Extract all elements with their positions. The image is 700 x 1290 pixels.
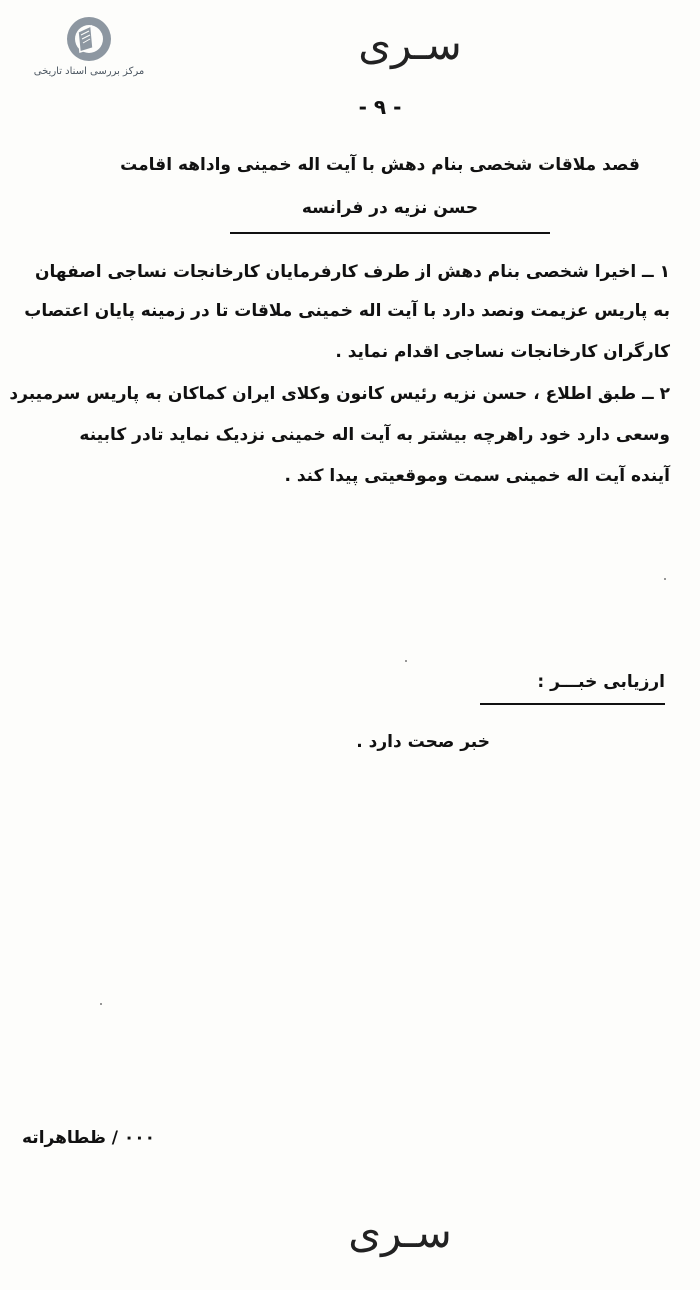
subject-underline [230, 232, 550, 234]
archive-logo [24, 14, 154, 84]
classification-top: سـری [358, 20, 462, 69]
evaluation-underline [480, 703, 665, 705]
paragraph-2-line-3: آینده آیت اله خمینی سمت وموقعیتی پیدا کند . [284, 466, 670, 486]
evaluation-body: خبر صحت دارد . [356, 732, 490, 752]
scan-speck [100, 1003, 102, 1005]
scan-speck [405, 660, 407, 662]
subject-line: قصد ملاقات شخصی بنام دهش با آیت اله خمینی واداهه اقامت [120, 155, 640, 175]
paragraph-1-line-3: کارگران کارخانجات نساجی اقدام نماید . [335, 342, 670, 362]
classification-bottom: سـری [348, 1208, 452, 1257]
archive-caption: مرکز بررسی اسناد تاریخی [33, 66, 145, 77]
evaluation-title: ارزیابی خبـــر : [537, 672, 665, 692]
scan-speck [664, 578, 666, 580]
archive-emblem-icon [64, 14, 114, 64]
paragraph-1-line-1: ۱ ــ اخیرا شخصی بنام دهش از طرف کارفرمایان کارخانجات نساجی اصفهان [35, 262, 670, 282]
paragraph-2-line-2: وسعی دارد خود راهرچه بیشتر به آیت اله خمینی نزدیک نماید تادر کابینه [79, 425, 670, 445]
paragraph-1-line-2: به پاریس عزیمت ونصد دارد با آیت اله خمینی ملاقات تا در زمینه پایان اعتصاب [24, 301, 670, 321]
page-number: - ۹ - [358, 95, 402, 119]
paragraph-2-line-1: ۲ ــ طبق اطلاع ، حسن نزیه رئیس کانون وکلای ایران کماکان به پاریس سرمیبرد [9, 384, 670, 404]
subject-name-line: حسن نزیه در فرانسه [301, 198, 479, 218]
file-number: ۰۰۰ / ظطاهراته [22, 1128, 156, 1148]
